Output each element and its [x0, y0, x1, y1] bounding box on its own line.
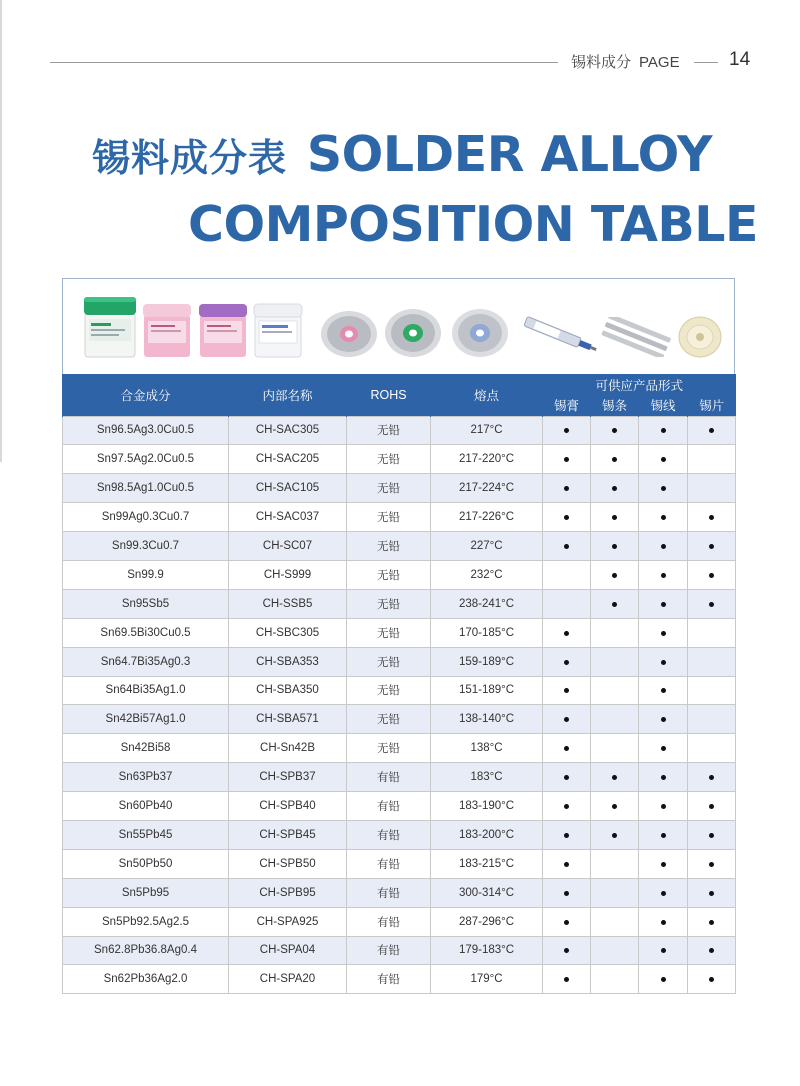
bar-cell	[591, 416, 639, 445]
available-dot	[709, 920, 714, 925]
preform-cell	[688, 763, 736, 792]
code-cell: CH-SC07	[229, 532, 347, 561]
code-cell: CH-SPA04	[229, 936, 347, 965]
col-header-paste: 锡膏	[543, 395, 591, 416]
preform-cell	[688, 907, 736, 936]
header-rule	[50, 62, 558, 63]
bar-cell	[591, 532, 639, 561]
paste-cell	[543, 445, 591, 474]
page-title-line1	[92, 126, 712, 183]
available-dot	[661, 775, 666, 780]
preform-cell	[688, 878, 736, 907]
table-row	[63, 734, 736, 763]
alloy-cell: Sn63Pb37	[63, 763, 229, 792]
paste-cell	[543, 416, 591, 445]
paste-cell	[543, 878, 591, 907]
header-dash	[694, 62, 718, 63]
preform-cell	[688, 936, 736, 965]
preform-cell	[688, 532, 736, 561]
code-cell: CH-SSB5	[229, 589, 347, 618]
code-cell: CH-SPB45	[229, 820, 347, 849]
bar-cell	[591, 589, 639, 618]
available-dot	[661, 486, 666, 491]
code-cell: CH-SAC305	[229, 416, 347, 445]
available-dot	[709, 833, 714, 838]
melting-point-cell: 138°C	[431, 734, 543, 763]
alloy-cell: Sn64.7Bi35Ag0.3	[63, 647, 229, 676]
rohs-cell: 无铅	[347, 532, 431, 561]
paste-cell	[543, 618, 591, 647]
title-english-line1: SOLDER ALLOY	[306, 126, 712, 183]
available-dot	[661, 573, 666, 578]
paste-cell	[543, 503, 591, 532]
available-dot	[612, 515, 617, 520]
preform-cell	[688, 560, 736, 589]
table-row	[63, 878, 736, 907]
available-dot	[709, 804, 714, 809]
alloy-cell: Sn62.8Pb36.8Ag0.4	[63, 936, 229, 965]
available-dot	[709, 948, 714, 953]
wire-cell	[639, 647, 688, 676]
wire-cell	[639, 503, 688, 532]
available-dot	[564, 717, 569, 722]
alloy-cell: Sn60Pb40	[63, 792, 229, 821]
available-dot	[661, 862, 666, 867]
rohs-cell: 有铅	[347, 965, 431, 994]
melting-point-cell: 170-185°C	[431, 618, 543, 647]
paste-cell	[543, 907, 591, 936]
alloy-cell: Sn5Pb92.5Ag2.5	[63, 907, 229, 936]
table-row	[63, 589, 736, 618]
preform-cell	[688, 445, 736, 474]
bar-cell	[591, 618, 639, 647]
melting-point-cell: 300-314°C	[431, 878, 543, 907]
available-dot	[612, 833, 617, 838]
col-header-forms: 可供应产品形式	[543, 374, 736, 395]
available-dot	[564, 544, 569, 549]
available-dot	[709, 515, 714, 520]
available-dot	[661, 833, 666, 838]
bar-cell	[591, 676, 639, 705]
wire-cell	[639, 907, 688, 936]
code-cell: CH-SPB40	[229, 792, 347, 821]
table-row	[63, 849, 736, 878]
available-dot	[564, 660, 569, 665]
available-dot	[564, 804, 569, 809]
rohs-cell: 无铅	[347, 618, 431, 647]
available-dot	[661, 515, 666, 520]
alloy-cell: Sn97.5Ag2.0Cu0.5	[63, 445, 229, 474]
paste-cell	[543, 792, 591, 821]
preform-cell	[688, 849, 736, 878]
available-dot	[564, 631, 569, 636]
paste-cell	[543, 589, 591, 618]
available-dot	[709, 544, 714, 549]
available-dot	[661, 746, 666, 751]
available-dot	[564, 775, 569, 780]
available-dot	[612, 486, 617, 491]
col-header-wire: 锡线	[639, 395, 688, 416]
composition-table	[62, 374, 736, 994]
bar-cell	[591, 445, 639, 474]
alloy-cell: Sn42Bi57Ag1.0	[63, 705, 229, 734]
rohs-cell: 无铅	[347, 445, 431, 474]
table-row	[63, 676, 736, 705]
bar-cell	[591, 763, 639, 792]
available-dot	[564, 515, 569, 520]
rohs-cell: 有铅	[347, 792, 431, 821]
wire-cell	[639, 763, 688, 792]
paste-cell	[543, 734, 591, 763]
paste-cell	[543, 647, 591, 676]
available-dot	[661, 544, 666, 549]
rohs-cell: 无铅	[347, 560, 431, 589]
solder-wire-spool-blue	[450, 307, 510, 359]
melting-point-cell: 138-140°C	[431, 705, 543, 734]
preform-cell	[688, 618, 736, 647]
preform-cell	[688, 705, 736, 734]
code-cell: CH-SAC205	[229, 445, 347, 474]
available-dot	[661, 688, 666, 693]
paste-cell	[543, 560, 591, 589]
paste-syringe	[519, 315, 601, 355]
rohs-cell: 无铅	[347, 647, 431, 676]
table-row	[63, 445, 736, 474]
melting-point-cell: 183-200°C	[431, 820, 543, 849]
product-image-strip	[63, 279, 734, 375]
rohs-cell: 无铅	[347, 705, 431, 734]
code-cell: CH-SPB50	[229, 849, 347, 878]
bar-cell	[591, 503, 639, 532]
available-dot	[564, 457, 569, 462]
alloy-cell: Sn99.3Cu0.7	[63, 532, 229, 561]
available-dot	[661, 977, 666, 982]
wire-cell	[639, 965, 688, 994]
title-english-line2: COMPOSITION TABLE	[188, 196, 758, 253]
available-dot	[612, 804, 617, 809]
page-word: PAGE	[639, 54, 680, 71]
alloy-cell: Sn64Bi35Ag1.0	[63, 676, 229, 705]
available-dot	[564, 486, 569, 491]
available-dot	[661, 631, 666, 636]
table-row	[63, 532, 736, 561]
rohs-cell: 有铅	[347, 763, 431, 792]
rohs-cell: 有铅	[347, 936, 431, 965]
code-cell: CH-S999	[229, 560, 347, 589]
paste-cell	[543, 474, 591, 503]
melting-point-cell: 227°C	[431, 532, 543, 561]
available-dot	[661, 717, 666, 722]
alloy-cell: Sn62Pb36Ag2.0	[63, 965, 229, 994]
paste-cell	[543, 965, 591, 994]
code-cell: CH-SPA925	[229, 907, 347, 936]
paste-cell	[543, 820, 591, 849]
available-dot	[564, 977, 569, 982]
code-cell: CH-SPB37	[229, 763, 347, 792]
available-dot	[709, 428, 714, 433]
wire-cell	[639, 734, 688, 763]
available-dot	[564, 948, 569, 953]
col-header-alloy: 合金成分	[63, 374, 229, 416]
available-dot	[661, 428, 666, 433]
alloy-cell: Sn99.9	[63, 560, 229, 589]
solder-preform-reel	[677, 315, 723, 359]
available-dot	[661, 920, 666, 925]
available-dot	[709, 977, 714, 982]
bar-cell	[591, 936, 639, 965]
rohs-cell: 有铅	[347, 849, 431, 878]
table-row	[63, 907, 736, 936]
melting-point-cell: 183-190°C	[431, 792, 543, 821]
wire-cell	[639, 416, 688, 445]
preform-cell	[688, 589, 736, 618]
available-dot	[612, 602, 617, 607]
composition-table-box	[62, 278, 735, 989]
code-cell: CH-SAC105	[229, 474, 347, 503]
wire-cell	[639, 560, 688, 589]
table-row	[63, 763, 736, 792]
table-row	[63, 936, 736, 965]
melting-point-cell: 217-224°C	[431, 474, 543, 503]
code-cell: CH-Sn42B	[229, 734, 347, 763]
section-label	[571, 51, 680, 72]
available-dot	[661, 602, 666, 607]
code-cell: CH-SPA20	[229, 965, 347, 994]
available-dot	[612, 573, 617, 578]
melting-point-cell: 151-189°C	[431, 676, 543, 705]
code-cell: CH-SPB95	[229, 878, 347, 907]
wire-cell	[639, 936, 688, 965]
rohs-cell: 有铅	[347, 820, 431, 849]
paste-cell	[543, 532, 591, 561]
page-number: 14	[729, 49, 751, 70]
table-row	[63, 560, 736, 589]
melting-point-cell: 238-241°C	[431, 589, 543, 618]
table-row	[63, 503, 736, 532]
pink-purple-lid-paste-jar	[198, 301, 248, 359]
available-dot	[564, 428, 569, 433]
available-dot	[709, 862, 714, 867]
paste-cell	[543, 676, 591, 705]
table-row	[63, 820, 736, 849]
alloy-cell: Sn96.5Ag3.0Cu0.5	[63, 416, 229, 445]
rohs-cell: 有铅	[347, 907, 431, 936]
melting-point-cell: 179-183°C	[431, 936, 543, 965]
code-cell: CH-SBC305	[229, 618, 347, 647]
paste-cell	[543, 705, 591, 734]
paste-cell	[543, 763, 591, 792]
melting-point-cell: 217-226°C	[431, 503, 543, 532]
available-dot	[661, 660, 666, 665]
table-row	[63, 474, 736, 503]
col-header-code: 内部名称	[229, 374, 347, 416]
bar-cell	[591, 734, 639, 763]
bar-cell	[591, 647, 639, 676]
solder-bars	[601, 317, 671, 357]
bar-cell	[591, 907, 639, 936]
available-dot	[661, 804, 666, 809]
available-dot	[612, 775, 617, 780]
rohs-cell: 无铅	[347, 734, 431, 763]
preform-cell	[688, 647, 736, 676]
bar-cell	[591, 849, 639, 878]
wire-cell	[639, 849, 688, 878]
available-dot	[564, 891, 569, 896]
alloy-cell: Sn95Sb5	[63, 589, 229, 618]
table-row	[63, 792, 736, 821]
col-header-melting-point: 熔点	[431, 374, 543, 416]
available-dot	[709, 775, 714, 780]
alloy-cell: Sn99Ag0.3Cu0.7	[63, 503, 229, 532]
preform-cell	[688, 474, 736, 503]
rohs-cell: 有铅	[347, 878, 431, 907]
melting-point-cell: 183-215°C	[431, 849, 543, 878]
wire-cell	[639, 820, 688, 849]
green-lid-paste-jar	[83, 293, 137, 359]
bar-cell	[591, 560, 639, 589]
alloy-cell: Sn98.5Ag1.0Cu0.5	[63, 474, 229, 503]
table-body	[63, 416, 736, 994]
solder-wire-spool-green	[383, 307, 443, 359]
code-cell: CH-SBA350	[229, 676, 347, 705]
wire-cell	[639, 532, 688, 561]
code-cell: CH-SBA571	[229, 705, 347, 734]
available-dot	[564, 833, 569, 838]
melting-point-cell: 232°C	[431, 560, 543, 589]
wire-cell	[639, 676, 688, 705]
alloy-cell: Sn55Pb45	[63, 820, 229, 849]
alloy-cell: Sn50Pb50	[63, 849, 229, 878]
table-row	[63, 416, 736, 445]
paste-cell	[543, 849, 591, 878]
paste-cell	[543, 936, 591, 965]
preform-cell	[688, 792, 736, 821]
melting-point-cell: 217-220°C	[431, 445, 543, 474]
melting-point-cell: 217°C	[431, 416, 543, 445]
bar-cell	[591, 965, 639, 994]
preform-cell	[688, 416, 736, 445]
wire-cell	[639, 445, 688, 474]
rohs-cell: 无铅	[347, 503, 431, 532]
available-dot	[612, 428, 617, 433]
alloy-cell: Sn5Pb95	[63, 878, 229, 907]
bar-cell	[591, 792, 639, 821]
rohs-cell: 无铅	[347, 589, 431, 618]
available-dot	[661, 457, 666, 462]
col-header-bar: 锡条	[591, 395, 639, 416]
bar-cell	[591, 820, 639, 849]
alloy-cell: Sn42Bi58	[63, 734, 229, 763]
preform-cell	[688, 503, 736, 532]
available-dot	[709, 891, 714, 896]
white-blue-label-paste-jar	[253, 301, 303, 359]
wire-cell	[639, 878, 688, 907]
code-cell: CH-SAC037	[229, 503, 347, 532]
table-row	[63, 965, 736, 994]
col-header-preform: 锡片	[688, 395, 736, 416]
alloy-cell: Sn69.5Bi30Cu0.5	[63, 618, 229, 647]
table-row	[63, 705, 736, 734]
melting-point-cell: 179°C	[431, 965, 543, 994]
available-dot	[564, 688, 569, 693]
available-dot	[709, 573, 714, 578]
table-row	[63, 618, 736, 647]
melting-point-cell: 159-189°C	[431, 647, 543, 676]
bar-cell	[591, 474, 639, 503]
available-dot	[661, 948, 666, 953]
preform-cell	[688, 734, 736, 763]
wire-cell	[639, 589, 688, 618]
available-dot	[564, 920, 569, 925]
available-dot	[612, 457, 617, 462]
preform-cell	[688, 820, 736, 849]
col-header-rohs: ROHS	[347, 374, 431, 416]
bar-cell	[591, 705, 639, 734]
rohs-cell: 无铅	[347, 676, 431, 705]
pink-paste-jar	[142, 301, 192, 359]
available-dot	[564, 746, 569, 751]
available-dot	[661, 891, 666, 896]
preform-cell	[688, 965, 736, 994]
rohs-cell: 无铅	[347, 474, 431, 503]
solder-wire-spool-pink	[319, 309, 379, 359]
wire-cell	[639, 792, 688, 821]
wire-cell	[639, 705, 688, 734]
page-edge-line	[0, 0, 2, 462]
melting-point-cell: 183°C	[431, 763, 543, 792]
wire-cell	[639, 618, 688, 647]
bar-cell	[591, 878, 639, 907]
melting-point-cell: 287-296°C	[431, 907, 543, 936]
available-dot	[612, 544, 617, 549]
section-label-cn: 锡料成分	[571, 53, 632, 71]
rohs-cell: 无铅	[347, 416, 431, 445]
available-dot	[564, 862, 569, 867]
wire-cell	[639, 474, 688, 503]
available-dot	[709, 602, 714, 607]
title-chinese: 锡料成分表	[92, 136, 288, 180]
table-row	[63, 647, 736, 676]
preform-cell	[688, 676, 736, 705]
code-cell: CH-SBA353	[229, 647, 347, 676]
